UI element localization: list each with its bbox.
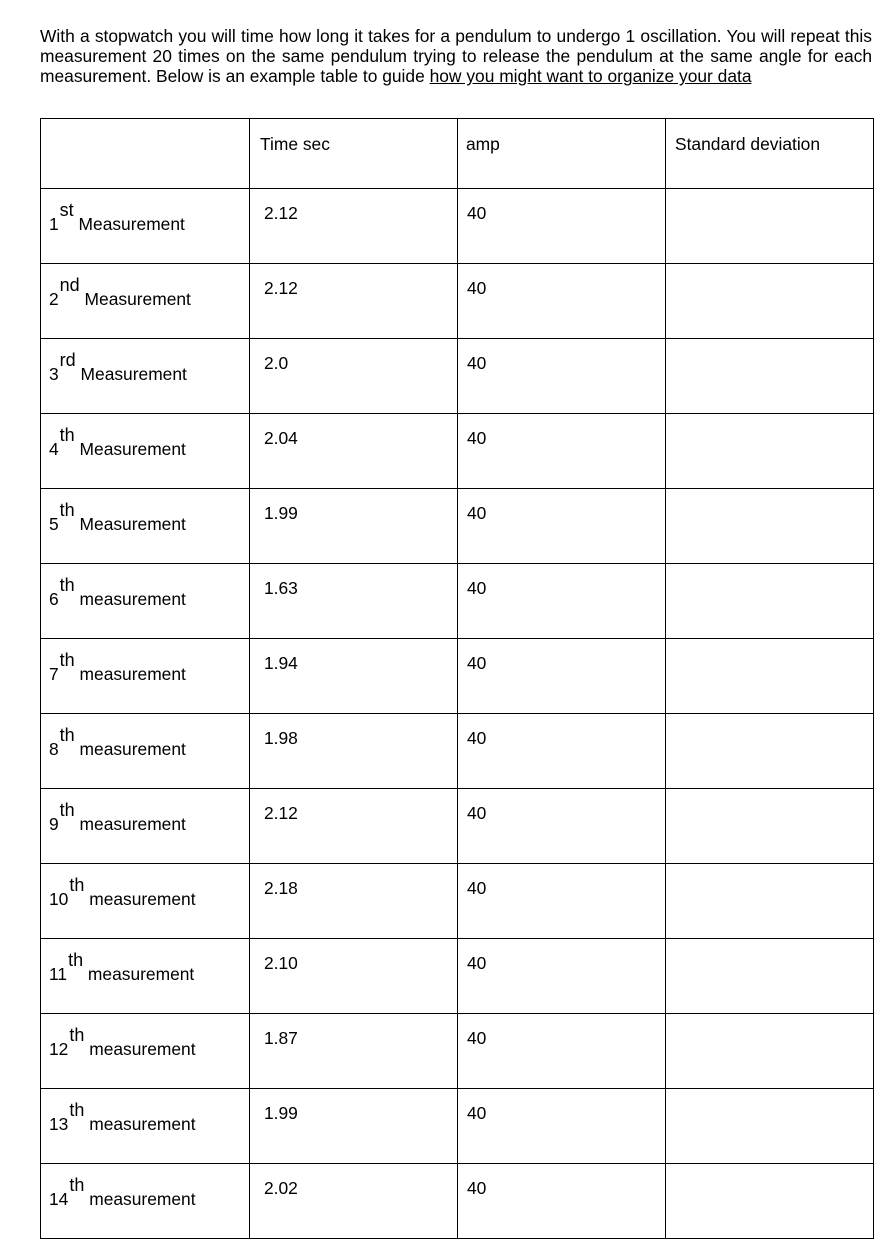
amp-cell: 40 [458,564,666,639]
table-row [41,564,874,639]
ordinal-suffix: th [69,1175,85,1195]
measurement-label [41,564,249,624]
measurement-label [41,789,249,849]
measurement-label [41,339,249,399]
measurement-word: Measurement [79,514,186,534]
time-cell: 2.10 [250,939,458,1014]
ordinal-suffix: th [69,875,85,895]
intro-line-4: how you might want to organize your data [429,66,752,87]
time-cell: 1.99 [250,1089,458,1164]
measurement-word: measurement [79,739,186,759]
time-cell: 2.02 [250,1164,458,1239]
header-cell-time: Time sec [250,119,458,189]
measurement-label-cell [41,414,250,489]
table-row [41,489,874,564]
ordinal-suffix: nd [59,275,80,295]
measurement-label [41,864,249,924]
measurement-label-cell [41,1014,250,1089]
measurement-word: Measurement [80,364,187,384]
measurement-word: measurement [89,889,196,909]
measurement-word: Measurement [79,439,186,459]
time-cell: 1.99 [250,489,458,564]
measurement-word: measurement [79,664,186,684]
ordinal-suffix: th [59,725,75,745]
ordinal-suffix: th [59,500,75,520]
time-cell: 1.63 [250,564,458,639]
measurement-label-cell [41,564,250,639]
measurement-label-cell [41,1089,250,1164]
amp-cell: 40 [458,1014,666,1089]
amp-cell: 40 [458,1164,666,1239]
ordinal-number: 6 [49,589,59,609]
ordinal-number: 1 [49,214,59,234]
standard-deviation-cell [666,1164,874,1239]
ordinal-suffix: th [69,1100,85,1120]
measurement-ordinal [49,950,195,984]
ordinal-number: 7 [49,664,59,684]
standard-deviation-cell [666,189,874,264]
measurement-word: measurement [89,1189,196,1209]
measurement-ordinal [49,650,186,684]
measurement-ordinal [49,800,186,834]
measurement-label-cell [41,639,250,714]
time-cell: 2.12 [250,189,458,264]
measurement-label [41,1089,249,1149]
measurement-label-cell [41,1164,250,1239]
measurement-word: measurement [89,1039,196,1059]
measurement-label-cell [41,864,250,939]
standard-deviation-cell [666,339,874,414]
table-header-row [41,119,874,189]
measurement-word: measurement [79,814,186,834]
ordinal-suffix: rd [59,350,76,370]
amp-cell: 40 [458,489,666,564]
standard-deviation-cell [666,489,874,564]
time-cell: 2.12 [250,264,458,339]
standard-deviation-cell [666,1014,874,1089]
table-row [41,414,874,489]
amp-cell: 40 [458,789,666,864]
amp-cell: 40 [458,414,666,489]
amp-cell: 40 [458,864,666,939]
measurement-label [41,414,249,474]
measurement-label-cell [41,714,250,789]
ordinal-number: 3 [49,364,59,384]
measurement-label [41,189,249,249]
measurement-label-cell [41,489,250,564]
table-row [41,339,874,414]
measurement-ordinal [49,500,186,534]
measurement-ordinal [49,875,196,909]
ordinal-number: 5 [49,514,59,534]
ordinal-number: 2 [49,289,59,309]
ordinal-number: 8 [49,739,59,759]
ordinal-number: 11 [49,964,68,984]
measurement-ordinal [49,200,185,234]
measurement-word: Measurement [84,289,191,309]
standard-deviation-cell [666,264,874,339]
measurement-ordinal [49,425,186,459]
measurement-word: measurement [89,1114,196,1134]
measurement-ordinal [49,350,187,384]
ordinal-suffix: th [59,800,75,820]
amp-cell: 40 [458,639,666,714]
standard-deviation-cell [666,714,874,789]
header-cell-standard-deviation: Standard deviation [666,119,874,189]
time-cell: 2.18 [250,864,458,939]
time-cell: 2.04 [250,414,458,489]
measurement-label-cell [41,189,250,264]
ordinal-suffix: th [68,950,84,970]
intro-line-3: pendulum at the same angle for each measurement. Below is an example table to guide [40,46,872,87]
ordinal-number: 10 [49,889,69,909]
measurement-ordinal [49,275,191,309]
table-row [41,789,874,864]
ordinal-number: 14 [49,1189,69,1209]
intro-line-2: You will repeat this measurement 20 times on the same pendulum trying to release the [40,26,872,67]
measurement-label-cell [41,264,250,339]
time-cell: 2.12 [250,789,458,864]
measurement-label [41,939,249,999]
measurement-table [40,118,874,1239]
measurement-word: measurement [79,589,186,609]
measurement-label [41,1164,249,1224]
measurement-label-cell [41,339,250,414]
measurement-label [41,264,249,324]
table-row [41,1089,874,1164]
amp-cell: 40 [458,189,666,264]
ordinal-number: 9 [49,814,59,834]
standard-deviation-cell [666,1089,874,1164]
table-row [41,1014,874,1089]
measurement-word: Measurement [78,214,185,234]
amp-cell: 40 [458,939,666,1014]
measurement-label-cell [41,789,250,864]
measurement-label [41,489,249,549]
standard-deviation-cell [666,939,874,1014]
ordinal-suffix: th [59,575,75,595]
time-cell: 1.94 [250,639,458,714]
ordinal-suffix: th [59,650,75,670]
ordinal-suffix: st [59,200,74,220]
measurement-ordinal [49,1100,196,1134]
table-row [41,1164,874,1239]
measurement-label [41,1014,249,1074]
standard-deviation-cell [666,864,874,939]
standard-deviation-cell [666,564,874,639]
measurement-ordinal [49,1025,196,1059]
ordinal-suffix: th [69,1025,85,1045]
table-row [41,189,874,264]
intro-line-1: With a stopwatch you will time how long it takes for a pendulum to undergo 1 oscillation. [40,26,722,46]
measurement-label [41,639,249,699]
table-row [41,714,874,789]
ordinal-suffix: th [59,425,75,445]
header-cell-amp: amp [458,119,666,189]
time-cell: 2.0 [250,339,458,414]
measurement-label [41,714,249,774]
measurement-ordinal [49,725,186,759]
time-cell: 1.98 [250,714,458,789]
standard-deviation-cell [666,414,874,489]
table-row [41,864,874,939]
ordinal-number: 4 [49,439,59,459]
header-cell-label [41,119,250,189]
amp-cell: 40 [458,714,666,789]
ordinal-number: 13 [49,1114,69,1134]
measurement-table-body [41,119,874,1239]
measurement-word: measurement [87,964,195,984]
measurement-ordinal [49,575,186,609]
amp-cell: 40 [458,339,666,414]
time-cell: 1.87 [250,1014,458,1089]
standard-deviation-cell [666,639,874,714]
table-row [41,264,874,339]
amp-cell: 40 [458,264,666,339]
instructions-paragraph [40,26,872,87]
table-row [41,639,874,714]
table-row [41,939,874,1014]
amp-cell: 40 [458,1089,666,1164]
standard-deviation-cell [666,789,874,864]
measurement-label-cell [41,939,250,1014]
measurement-ordinal [49,1175,196,1209]
ordinal-number: 12 [49,1039,69,1059]
